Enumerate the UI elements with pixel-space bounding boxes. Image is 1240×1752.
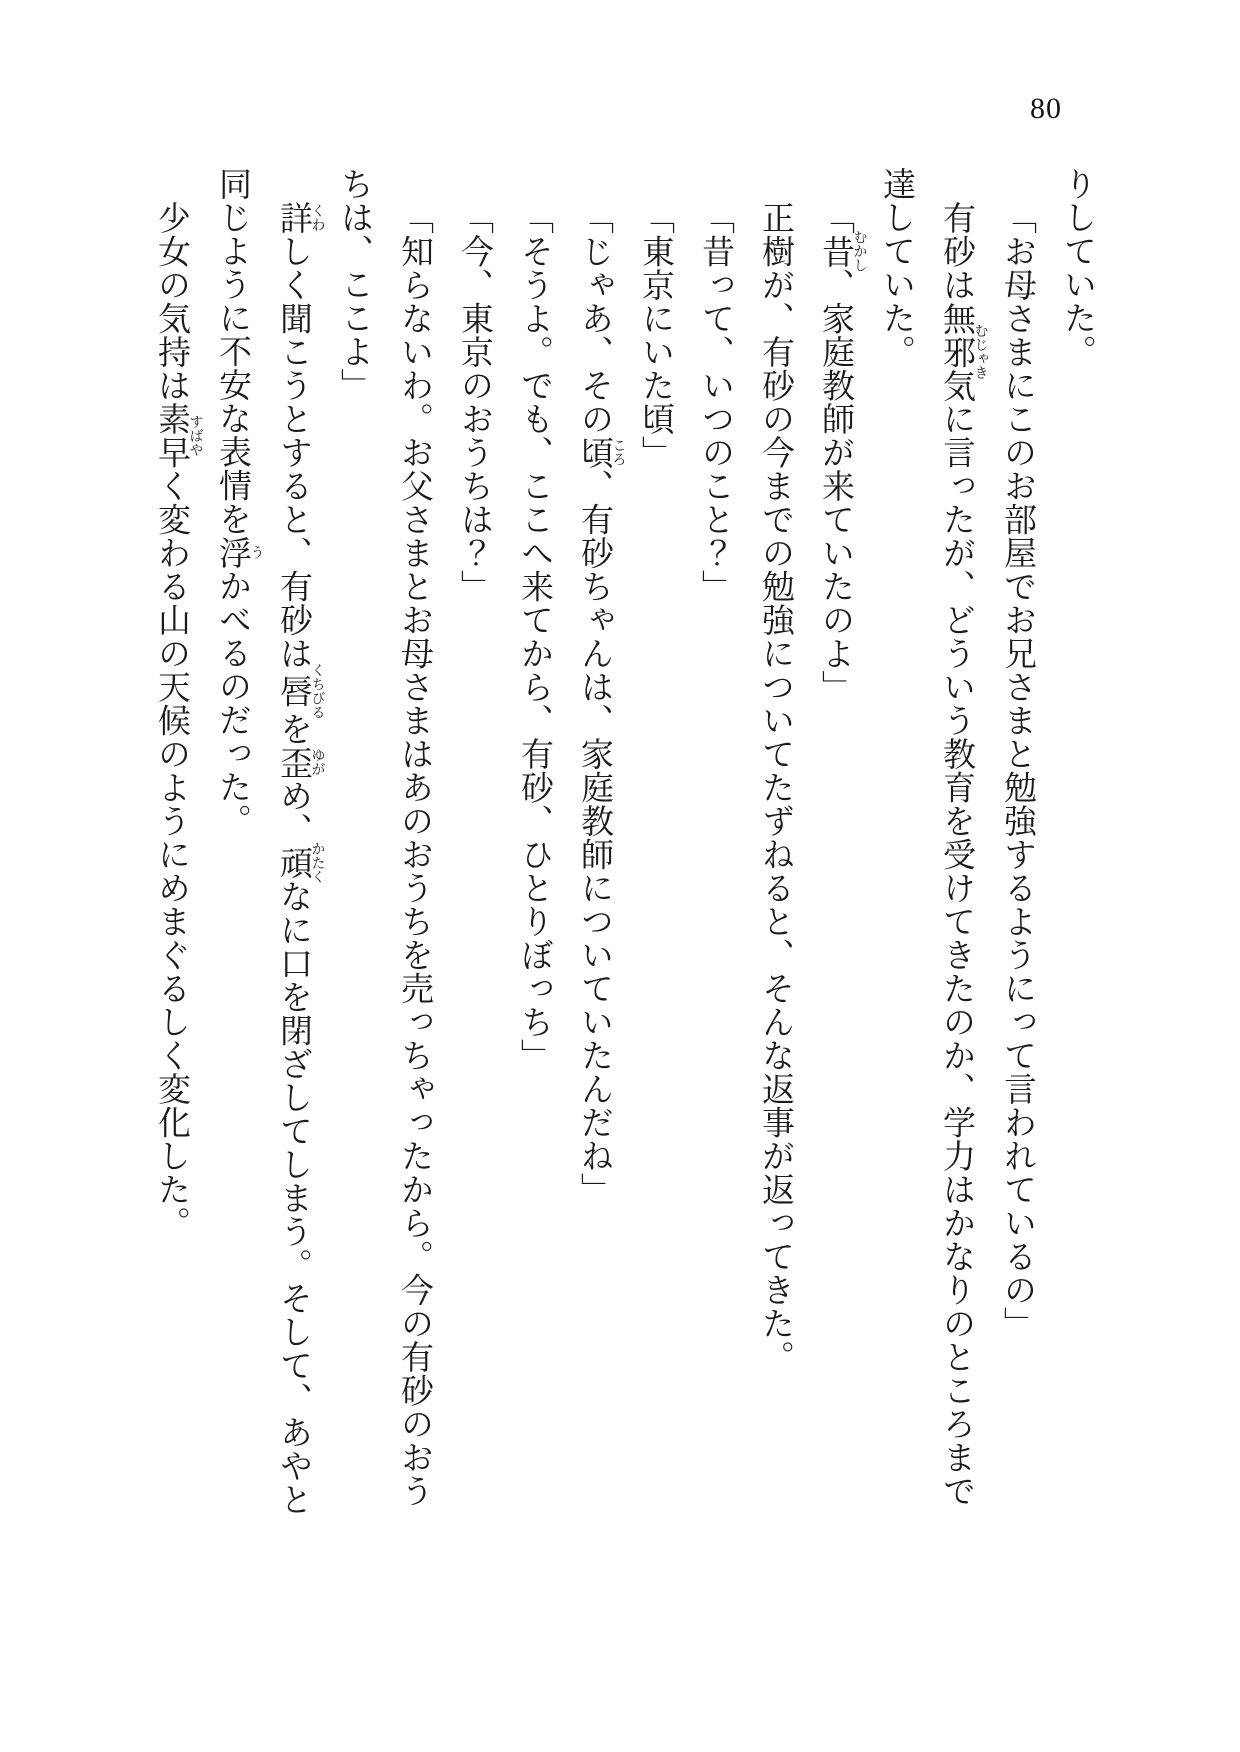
text-column: 「東京にいた頃」: [637, 201, 673, 469]
text-column: 「知らないわ。お父さまとお母さまはあのおうちを売っちゃったから。今の有砂のおう: [396, 201, 432, 1508]
ruby-annotated-word: 無邪気むじゃき: [938, 301, 988, 402]
text-column: 「昔って、いつのこと？」: [697, 201, 733, 603]
ruby-annotated-word: 歪ゆが: [275, 745, 325, 779]
text-block: [141, 167, 1107, 1516]
text-column: 正樹が、有砂の今までの勉強についてたずねると、そんな返事が返ってきた。: [757, 201, 793, 1374]
text-column: 「昔むかし、家庭教師が来ていたのよ」: [817, 201, 867, 704]
text-column: 「じゃあ、その頃ころ、有砂ちゃんは、家庭教師についていたんだね」: [576, 201, 626, 1206]
text-column: 同じように不安な表情を浮うかべるのだった。: [214, 167, 264, 837]
ruby-annotated-word: 頑かたく: [275, 841, 325, 884]
text-column: 「お母さまにこのお部屋でお兄さまと勉強するようにって言われているの」: [999, 201, 1035, 1340]
ruby-annotated-word: 素早すばや: [153, 402, 203, 469]
text-column: 達していた。: [878, 167, 914, 368]
text-column: 「今、東京のおうちは？」: [456, 201, 492, 603]
page-number: 80: [1030, 92, 1062, 125]
ruby-annotated-word: 詳くわ: [275, 201, 325, 235]
ruby-annotated-word: 頃ころ: [576, 435, 626, 469]
text-column: りしていた。: [1059, 167, 1095, 368]
text-column: 「そうよ。でも、ここへ来てから、有砂、ひとりぼっち」: [516, 201, 552, 1072]
text-column: 詳くわしく聞こうとすると、有砂は唇くちびるを歪ゆがめ、頑かたくなに口を閉ざしてしまう。そして、あやと: [275, 201, 325, 1516]
ruby-annotated-word: 唇くちびる: [275, 663, 325, 719]
text-column: 有砂は無邪気むじゃきに言ったが、どういう教育を受けてきたのか、学力はかなりのところまで: [938, 201, 988, 1508]
text-column: 少女の気持は素早すばやく変わる山の天候のようにめまぐるしく変化した。: [153, 201, 203, 1240]
text-column: ちは、ここよ」: [336, 167, 372, 402]
ruby-annotated-word: 昔むかし: [817, 230, 867, 273]
ruby-annotated-word: 浮う: [214, 535, 264, 569]
